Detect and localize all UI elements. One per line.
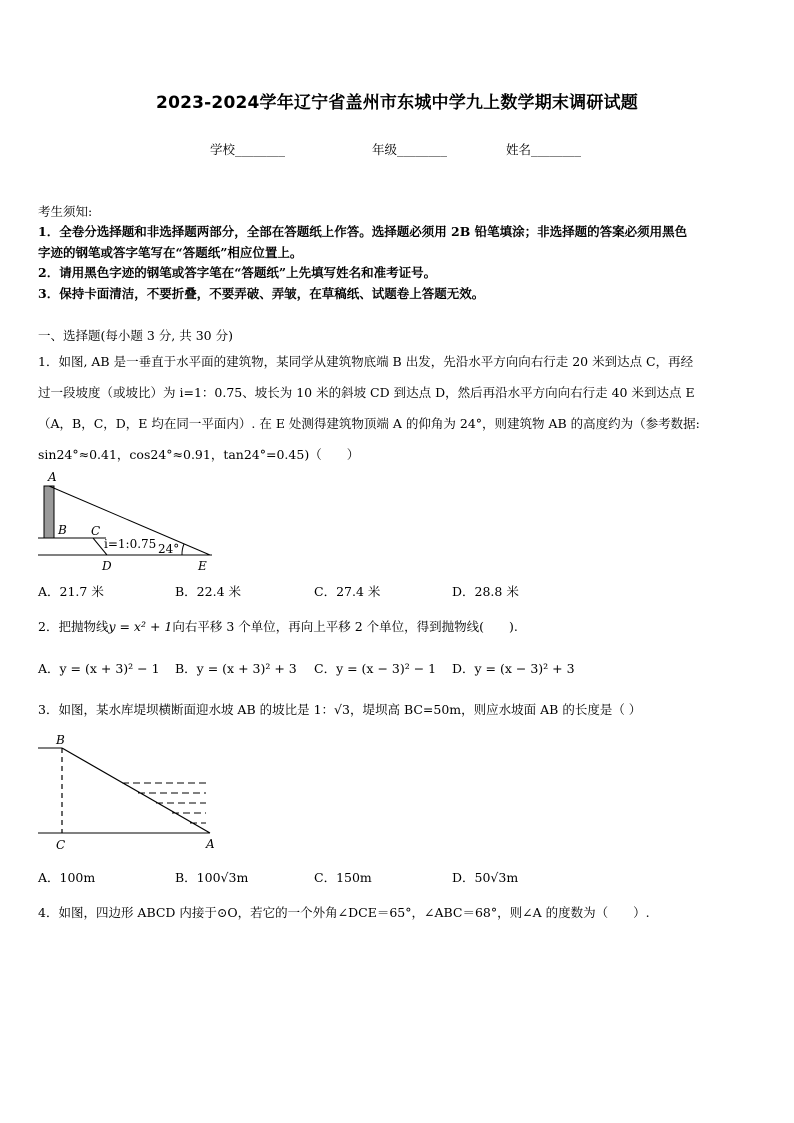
school-field[interactable]: 学校________ [210,142,286,157]
label-c: C [56,838,66,852]
notice-item-1-line-1: 1．全卷分选择题和非选择题两部分，全部在答题纸上作答。选择题必须用 2B 铅笔填涂；非选择题的答案必须用黑色 [38,224,688,239]
q3-suffix: ，堤坝高 BC=50m，则应水坡面 AB 的长度是（ ） [349,702,642,717]
q3-option-d[interactable]: D．50√3m [452,870,519,885]
name-field[interactable]: 姓名________ [506,142,582,157]
q3-option-a[interactable]: A．100m [38,870,96,885]
q2-option-c[interactable]: C．y = (x − 3)² − 1 [314,661,437,676]
q3-option-c[interactable]: C．150m [314,870,372,885]
notice-item-3: 3．保持卡面清洁，不要折叠，不要弄破、弄皱，在草稿纸、试题卷上答题无效。 [38,286,485,301]
label-e: E [198,559,207,573]
label-c: C [91,524,101,538]
page-title: 2023-2024学年辽宁省盖州市东城中学九上数学期末调研试题 [156,93,638,113]
label-b: B [56,733,65,747]
notice-item-2: 2．请用黑色字迹的钢笔或答字笔在“答题纸”上先填写姓名和准考证号。 [38,265,437,280]
label-angle: 24° [158,542,180,556]
label-d: D [102,559,112,573]
label-a: A [48,470,57,484]
label-b: B [58,523,67,537]
q2-option-a[interactable]: A．y = (x + 3)² − 1 [38,661,160,676]
q2-option-b[interactable]: B．y = (x + 3)² + 3 [175,661,297,676]
q1-option-c[interactable]: C．27.4 米 [314,584,381,599]
q1-figure [30,468,230,576]
q3-prefix: 3．如图，某水库堤坝横断面迎水坡 AB 的坡比是 1： [38,702,335,717]
q1-line-3: （A，B，C，D，E 均在同一平面内）. 在 E 处测得建筑物顶端 A 的仰角为 24°，则建筑物 AB 的高度约为（参考数据: [38,416,700,431]
q1-line-1: 1．如图, AB 是一垂直于水平面的建筑物，某同学从建筑物底端 B 出发，先沿水平方向向右行走 20 米到达点 C，再经 [38,354,694,369]
label-slope-ratio: i=1:0.75 [104,537,157,551]
q3-figure [30,730,230,854]
q1-line-4: sin24°≈0.41，cos24°≈0.91，tan24°=0.45)（ ） [38,447,360,462]
slope-ab [62,748,210,833]
q3-root: √3 [334,702,350,717]
q2-stem [38,618,518,636]
q1-option-d[interactable]: D．28.8 米 [452,584,519,599]
q2-prefix: 2．把抛物线 [38,619,109,634]
q2-option-d[interactable]: D．y = (x − 3)² + 3 [452,661,575,676]
q1-option-b[interactable]: B．22.4 米 [175,584,241,599]
grade-field[interactable]: 年级________ [372,142,448,157]
section-heading: 一、选择题(每小题 3 分, 共 30 分) [38,328,233,343]
notice-heading: 考生须知: [38,204,93,219]
notice-item-1-line-2: 字迹的钢笔或答字笔写在“答题纸”相应位置上。 [38,245,303,260]
q2-function: y = x² + 1 [108,619,173,634]
building-ab [44,486,54,538]
q1-option-a[interactable]: A．21.7 米 [38,584,104,599]
q3-option-b[interactable]: B．100√3m [175,870,249,885]
q2-suffix: 向右平移 3 个单位，再向上平移 2 个单位，得到抛物线( ). [172,619,518,634]
label-a: A [206,837,215,851]
q3-stem [38,701,641,719]
angle-arc [182,544,184,555]
q4-stem: 4．如图，四边形 ABCD 内接于⊙O，若它的一个外角∠DCE＝65°，∠ABC＝68°，则∠A 的度数为（ ）. [38,905,650,920]
q1-line-2: 过一段坡度（或坡比）为 i=1：0.75、坡长为 10 米的斜坡 CD 到达点 D，然后再沿水平方向向右行走 40 米到达点 E [38,385,695,400]
